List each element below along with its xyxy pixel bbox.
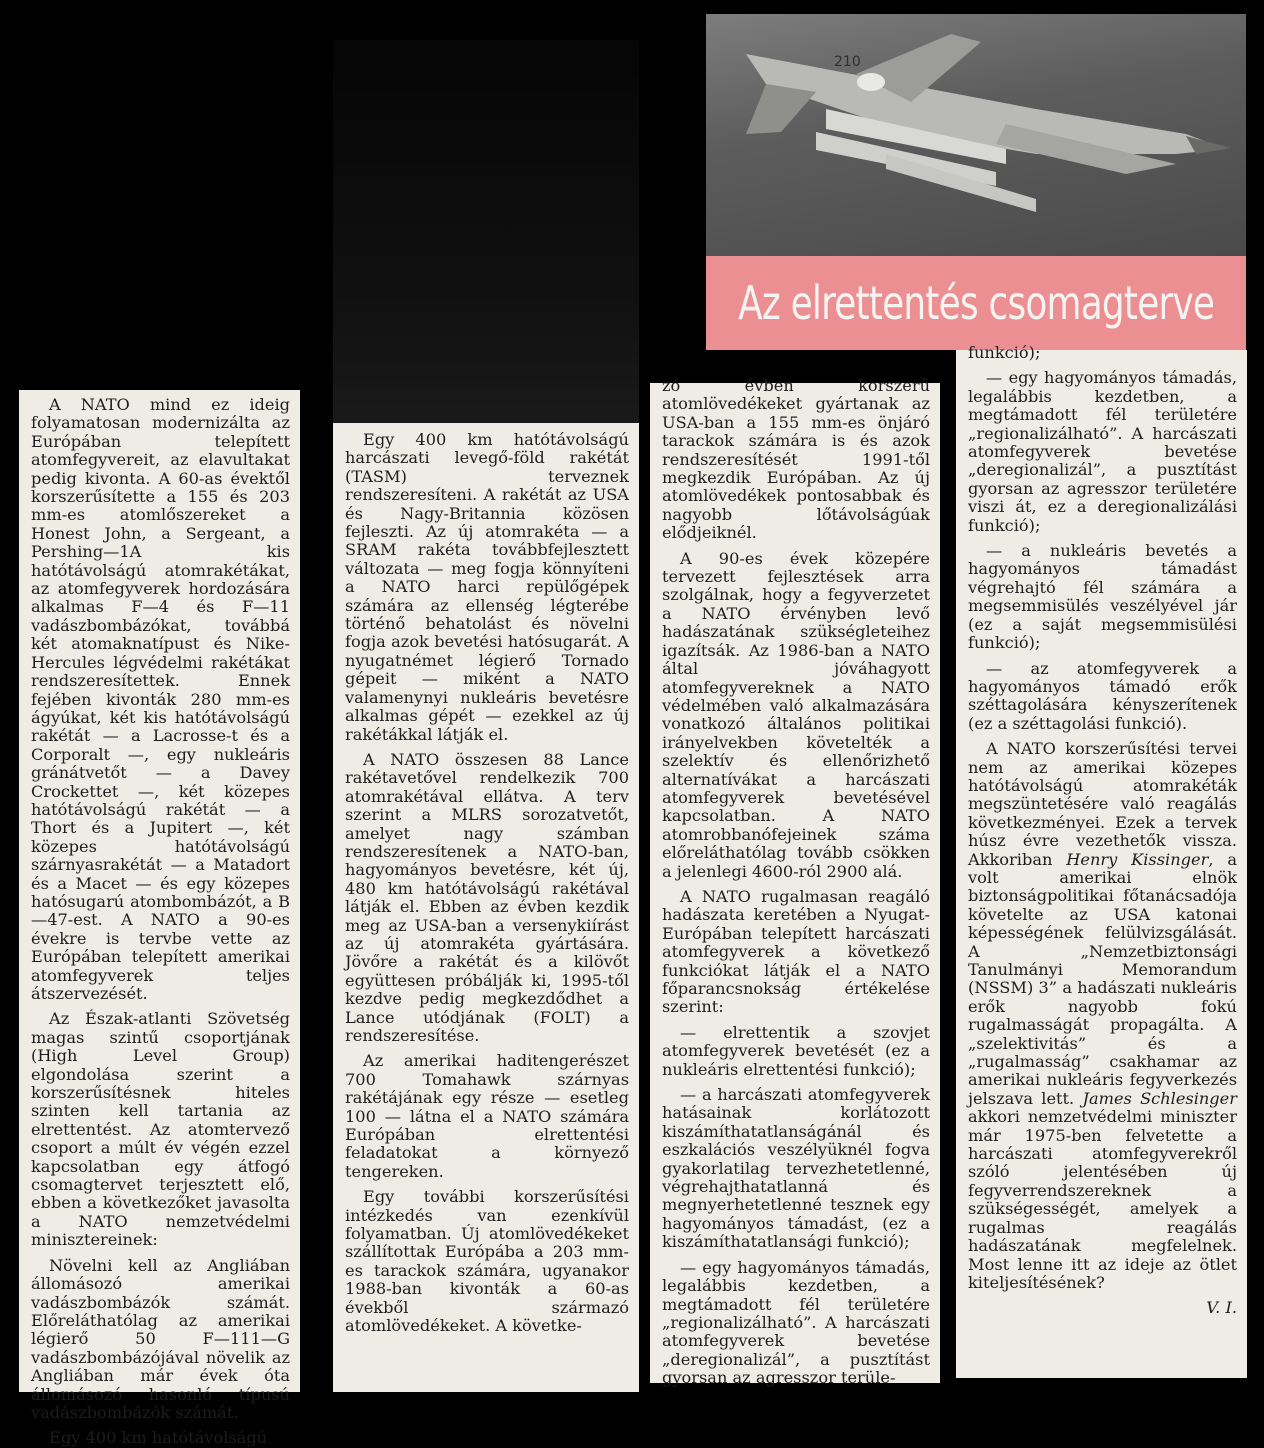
author-signature: V. I.	[1206, 1298, 1237, 1318]
fuselage-number: 210	[834, 54, 861, 70]
article-column-4	[956, 343, 1247, 1378]
person-name: James Schlesinger	[1082, 1088, 1237, 1108]
headline-banner	[706, 256, 1246, 350]
paragraph: Az Észak-atlanti Szövetség magas szintű csoportjának (High Level Group) elgondolása szerint a korszerűsítésnek hiteles szinten kell tartania az elrettentést. Az atomtervező csoport a múlt év végén ezzel kapcsolatban egy átfogó csomagtervet terjesztett elő, ebben a következőket javasolta a NATO nemzetvédelmi minisztereinek:	[31, 1009, 290, 1250]
paragraph: — az atomfegyverek a hagyományos támadó erők széttagolására kényszerítenek (ez a széttagolási funkció).	[968, 658, 1237, 733]
paragraph: — a harcászati atomfegyverek hatásainak korlátozott kiszámíthatatlanságánál és eszkalációs veszélyüknél fogva gyakorlatilag tervezhetetlenné, végrehajthatatlanná és megnyerhetetlenné tesznek egy hagyományos támadást, (ez a kiszámíthatatlansági funkció);	[662, 1085, 930, 1252]
article-column-3	[650, 376, 940, 1388]
paragraph: — a nukleáris bevetés a hagyományos támadást végrehajtó fél számára a megsemmisülés veszélyével jár (ez a saját megsemmisülési funkció);	[968, 541, 1237, 653]
paragraph	[968, 740, 1237, 1292]
paragraph: Növelni kell az Angliában állomásozó amerikai vadászbombázók számát. Előreláthatólag az amerikai légierő 50 F—111—G vadászbombázójával növelik az Angliában már évek óta állomásozó hasonló típusú vadászbombázók számát.	[31, 1255, 290, 1422]
paragraph: A NATO mind ez ideig folyamatosan modernizálta az Európában telepített atomfegyvereit, az elavultakat pedig kivonta. A 60-as évektől korszerűsítette a 155 és 203 mm-es atomlőszereket a Honest John, a Sergeant, a Pershing—1A kis hatótávolságú atomrakétákat, az atomfegyverek hordozására alkalmas F—4 és F—11 vadászbombázókat, továbbá két atomaknatípust és Nike-Hercules légvédelmi rakétákat rendszeresítettek. Ennek fejében kivonták 280 mm-es ágyúkat, két kis hatótávolságú rakétát — a Lacrosse-t és a Corporalt —, egy nukleáris gránátvetőt — a Davey Crockettet —, két közepes hatótávolságú rakétát — a Thort és a Jupitert —, két közepes hatótávolságú szárnyasrakétát — a Matadort és a Macet — és egy közepes hatósugarú atombombázót, a B—47-est. A NATO a 90-es évekre is tervbe vette az Európában telepített amerikai atomfegyverek teljes átszervezését.	[31, 395, 290, 1003]
text-run: A NATO korszerűsítési tervei nem az amerikai közepes hatótávolságú atomrakéták megszüntetésére való reagálás következményei. Ezek a tervek húsz évre vezethetők vissza. Akkoriban	[968, 739, 1237, 869]
text-run: akkori nemzetvédelmi miniszter már 1975-ben felvetette a harcászati atomfegyverekről szóló jelentésében új fegyverrendszereknek a szükségességét, amelyek a rugalmas reagálás hadászatának megfelelnek. Most lenne itt az ideje az ötlet kiteljesítésének?	[968, 1107, 1237, 1292]
paragraph: Az amerikai haditengerészet 700 Tomahawk szárnyas rakétájának egy része — esetleg 100 — látna el a NATO számára Európában elrettentési feladatokat a környező tengereken.	[345, 1051, 629, 1181]
paragraph: — egy hagyományos támadás, legalábbis kezdetben, a megtámadott fél területére „regionalizálható”. A harcászati atomfegyverek bevetése „deregionalizál”, a pusztítást gyorsan az agresszor területére viszi át, ez a deregionalizálási funkció);	[968, 368, 1237, 535]
paragraph: A NATO összesen 88 Lance rakétavetővel rendelkezik 700 atomrakétával ellátva. A terv szerint a MLRS sorozatvetőt, amelyet nagy számban rendszeresítenek a NATO-ban, hagyományos bevetésre, két új, 480 km hatótávolságú rakétával látják el. Ebben az évben kezdik meg az USA-ban a versenykiírást az új atomrakéta gyártására. Jövőre a rakétát és a kilövőt együttesen próbálják ki, 1995-től kezdve pedig megkezdődhet a Lance utódjának (FOLT) a rendszeresítése.	[345, 749, 629, 1045]
person-name: Henry Kissinger	[1066, 849, 1209, 869]
article-column-2	[333, 423, 639, 1392]
paragraph: Egy 400 km hatótávolságú	[49, 1428, 268, 1448]
fighter-jet-illustration	[706, 14, 1246, 256]
roundel-icon	[857, 73, 885, 91]
headline: Az elrettentés csomagterve	[737, 276, 1215, 330]
paragraph: — elrettentik a szovjet atomfegyverek bevetését (ez a nukleáris elrettentési funkció);	[662, 1022, 930, 1079]
article-column-1	[19, 390, 300, 1448]
paragraph: Egy további korszerűsítési intézkedés van ezenkívül folyamatban. Új atomlövedékeket szállítottak Európába a 203 mm-es tarackok számára, ugyanakor 1988-ban kivonták a 60-as évekből származó atomlövedékeket. A követke-	[345, 1187, 629, 1336]
paragraph: A NATO rugalmasan reagáló hadászata keretében a Nyugat-Európában telepített harcászati atomfegyverek a következő funkciókat látják el a NATO főparancsnokság értékelése szerint:	[662, 886, 930, 1017]
fighter-jet-photo	[706, 14, 1246, 256]
paragraph: zó évben korszerű atomlövedékeket gyártanak az USA-ban a 155 mm-es önjáró tarackok számára is és azok rendszeresítését 1991-től megkezdik Európában. Az új atomlövedékek pontosabbak és nagyobb lőtávolságúak elődjeiknél.	[662, 376, 930, 543]
paragraph: A 90-es évek közepére tervezett fejlesztések arra szolgálnak, hogy a fegyverzetet a NATO érvényben levő hadászatának szükségleteihez igazítsák. Az 1986-ban a NATO által jóváhagyott atomfegyvereknek a NATO védelmében való alkalmazására vonatkozó általános politikai irányelvekben követelték a szelektív és ellenőrizhető alternatívákat a harcászati atomfegyverek bevetésével kapcsolatban. A NATO atomrobbanófejeinek száma előreláthatólag tovább csökken a jelenlegi 4600-ról 2900 alá.	[662, 548, 930, 881]
paragraph: funkció);	[968, 343, 1041, 362]
paragraph: — egy hagyományos támadás, legalábbis kezdetben, a megtámadott fél területére „regionalizálható”. A harcászati atomfegyverek bevetése „deregionalizál”, a pusztítást gyorsan az agresszor terüle-	[662, 1257, 930, 1388]
dark-scan-area	[333, 40, 639, 423]
paragraph: Egy 400 km hatótávolságú harcászati levegő-föld rakétát (TASM) terveznek rendszeresíteni. A rakétát az USA és Nagy-Britannia közösen fejleszti. Az új atomrakéta — a SRAM rakéta továbbfejlesztett változata — meg fogja könnyíteni a NATO harci repülőgépek számára az ellenség légterébe történő behatolást és növelni fogja azok bevetési hatósugarát. A nyugatnémet légierő Tornado gépeit — miként a NATO valamenynyi nukleáris bevetésre alkalmas gépét — ezekkel az új rakétákkal látják el.	[345, 430, 629, 744]
text-run: , a volt amerikai elnök biztonságpolitikai főtanácsadója követelte az USA katonai képességének felülvizsgálását. A „Nemzetbiztonsági Tanulmányi Memorandum (NSSM) 3” a hadászati nukleáris erők nagyobb fokú rugalmasságát propagálta. A „szelektivitás” és a „rugalmasság” csakhamar az amerikai nukleáris fegyverkezés jelszava lett.	[968, 849, 1237, 1108]
